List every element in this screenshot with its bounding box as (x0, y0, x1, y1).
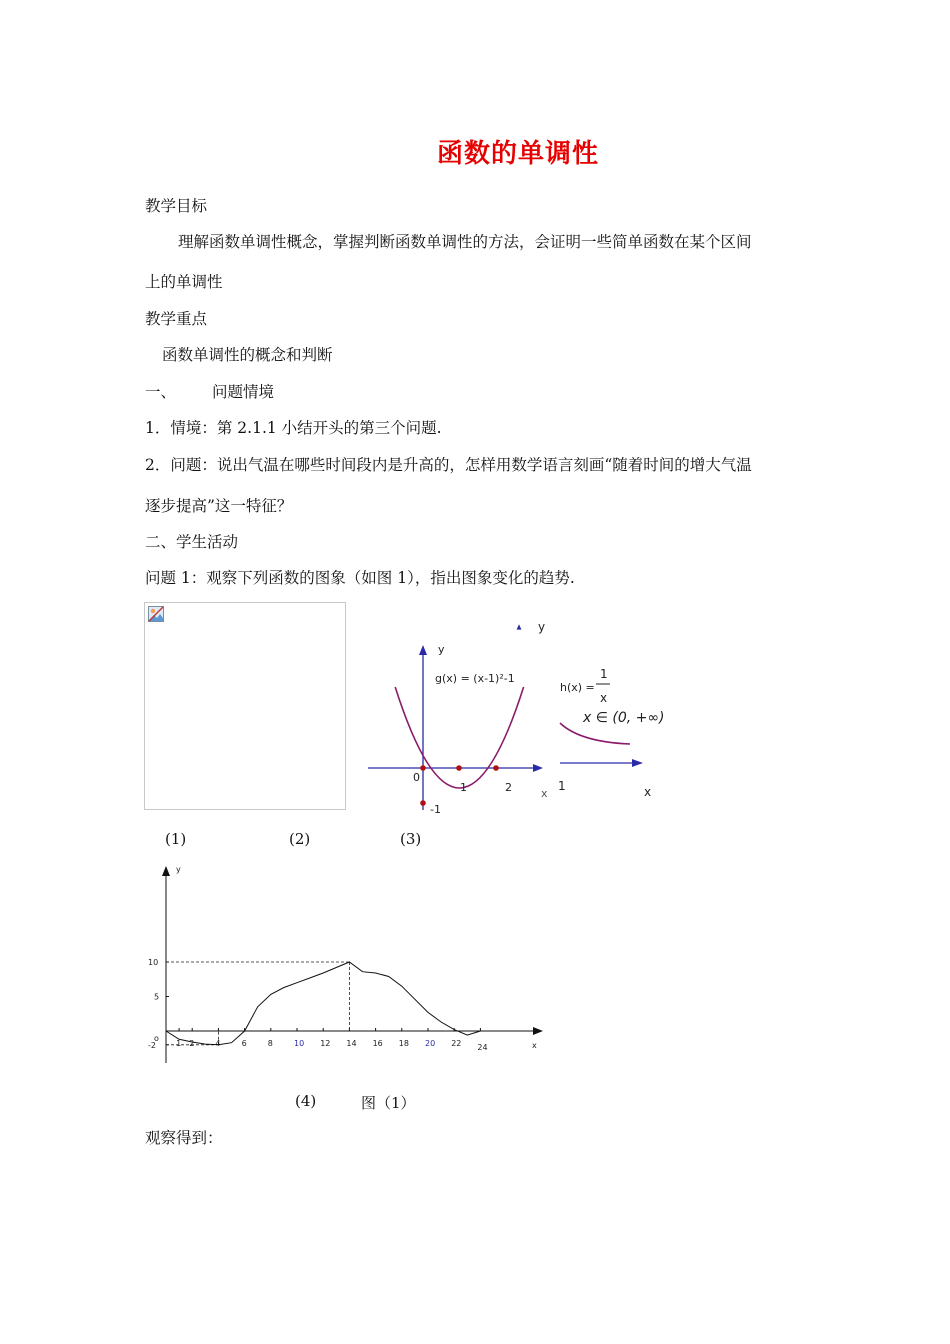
objectives-text: 理解函数单调性概念，掌握判断函数单调性的方法，会证明一些简单函数在某个区间 (178, 233, 752, 251)
origin-label: 0 (413, 771, 420, 784)
y-axis-arrow (419, 645, 427, 655)
data-series-line (166, 962, 480, 1045)
y-axis-arrow (162, 866, 170, 876)
broken-image-icon (148, 606, 164, 622)
figure-4-line-chart (140, 858, 550, 1063)
y-axis-label: y (538, 620, 546, 634)
domain-label: x ∈ (0, +∞) (583, 710, 665, 726)
section-number-1: 一、 (145, 383, 177, 401)
y-axis-label: y (176, 865, 181, 874)
tick-label-1: 1 (460, 781, 467, 794)
situation-item-2-cont: 逐步提高”这一特征？ (145, 497, 293, 515)
x-tick-label: 1 (176, 1039, 182, 1048)
x-tick-label: 22 (451, 1039, 462, 1048)
tick-label-2: 2 (505, 781, 512, 794)
formula-denominator: x (600, 691, 608, 705)
x-axis-label: x (541, 787, 548, 800)
formula-lhs: h(x) = (560, 681, 595, 694)
x-tick-label: 2 (189, 1039, 195, 1048)
figure-1-image (144, 602, 346, 810)
figure-label-2: (2) (289, 830, 311, 848)
point-x1 (456, 765, 462, 771)
figure-label-3: (3) (400, 830, 422, 848)
figure-3-reciprocal-graph (510, 618, 670, 803)
x-axis-arrow-h (632, 759, 643, 767)
reciprocal-curve (560, 723, 630, 744)
question-1: 问题 1：观察下列函数的图象（如图 1），指出图象变化的趋势. (145, 569, 575, 587)
x-tick-label: 10 (294, 1039, 305, 1048)
formula-numerator: 1 (600, 667, 608, 681)
x-axis-label: x (644, 785, 652, 799)
y-axis-label: y (438, 643, 445, 656)
x-tick-label: 8 (267, 1039, 273, 1048)
y-tick-label: 10 (148, 958, 159, 967)
section-heading-activity: 二、学生活动 (145, 533, 239, 551)
section-heading-focus: 教学重点 (145, 310, 208, 328)
observation-heading: 观察得到： (145, 1129, 223, 1147)
x-tick-label: 16 (372, 1039, 383, 1048)
objectives-text-cont: 上的单调性 (145, 273, 223, 291)
x-tick-label: 18 (398, 1039, 409, 1048)
y-tick-label: 5 (154, 992, 160, 1002)
situation-item-1: 1．情境：第 2.1.1 小结开头的第三个问题. (145, 419, 442, 437)
x-axis-label: x (532, 1041, 537, 1050)
x-tick-label: 14 (346, 1039, 357, 1048)
figure-label-1: (1) (165, 830, 187, 848)
point-x2 (493, 765, 499, 771)
neg-label: -1 (430, 803, 441, 816)
point-origin (420, 765, 426, 771)
y-axis-arrow (517, 624, 522, 629)
x-tick-label: 6 (241, 1039, 247, 1048)
situation-item-2: 2．问题：说出气温在哪些时间段内是升高的，怎样用数学语言刻画“随着时间的增大气温 (145, 456, 752, 474)
x-tick-label: 4 (215, 1039, 221, 1048)
focus-text: 函数单调性的概念和判断 (162, 346, 333, 364)
x-tick-label: 12 (320, 1039, 331, 1048)
section-heading-objectives: 教学目标 (145, 197, 208, 215)
origin-label: o (154, 1034, 159, 1043)
figure-label-4: (4) (295, 1092, 317, 1110)
figure-caption: 图（1） (361, 1094, 416, 1112)
tick-label-1: 1 (558, 779, 566, 793)
point-y-neg1 (420, 800, 426, 806)
page-title: 函数的单调性 (436, 139, 599, 169)
section-heading-situation: 问题情境 (212, 383, 275, 401)
formula-label: g(x) = (x-1)²-1 (435, 672, 515, 685)
y-tick-label: -2 (148, 1040, 156, 1050)
x-axis-arrow (533, 1027, 543, 1035)
x-tick-label: 20 (425, 1039, 436, 1048)
x-tick-label: 24 (477, 1043, 488, 1052)
